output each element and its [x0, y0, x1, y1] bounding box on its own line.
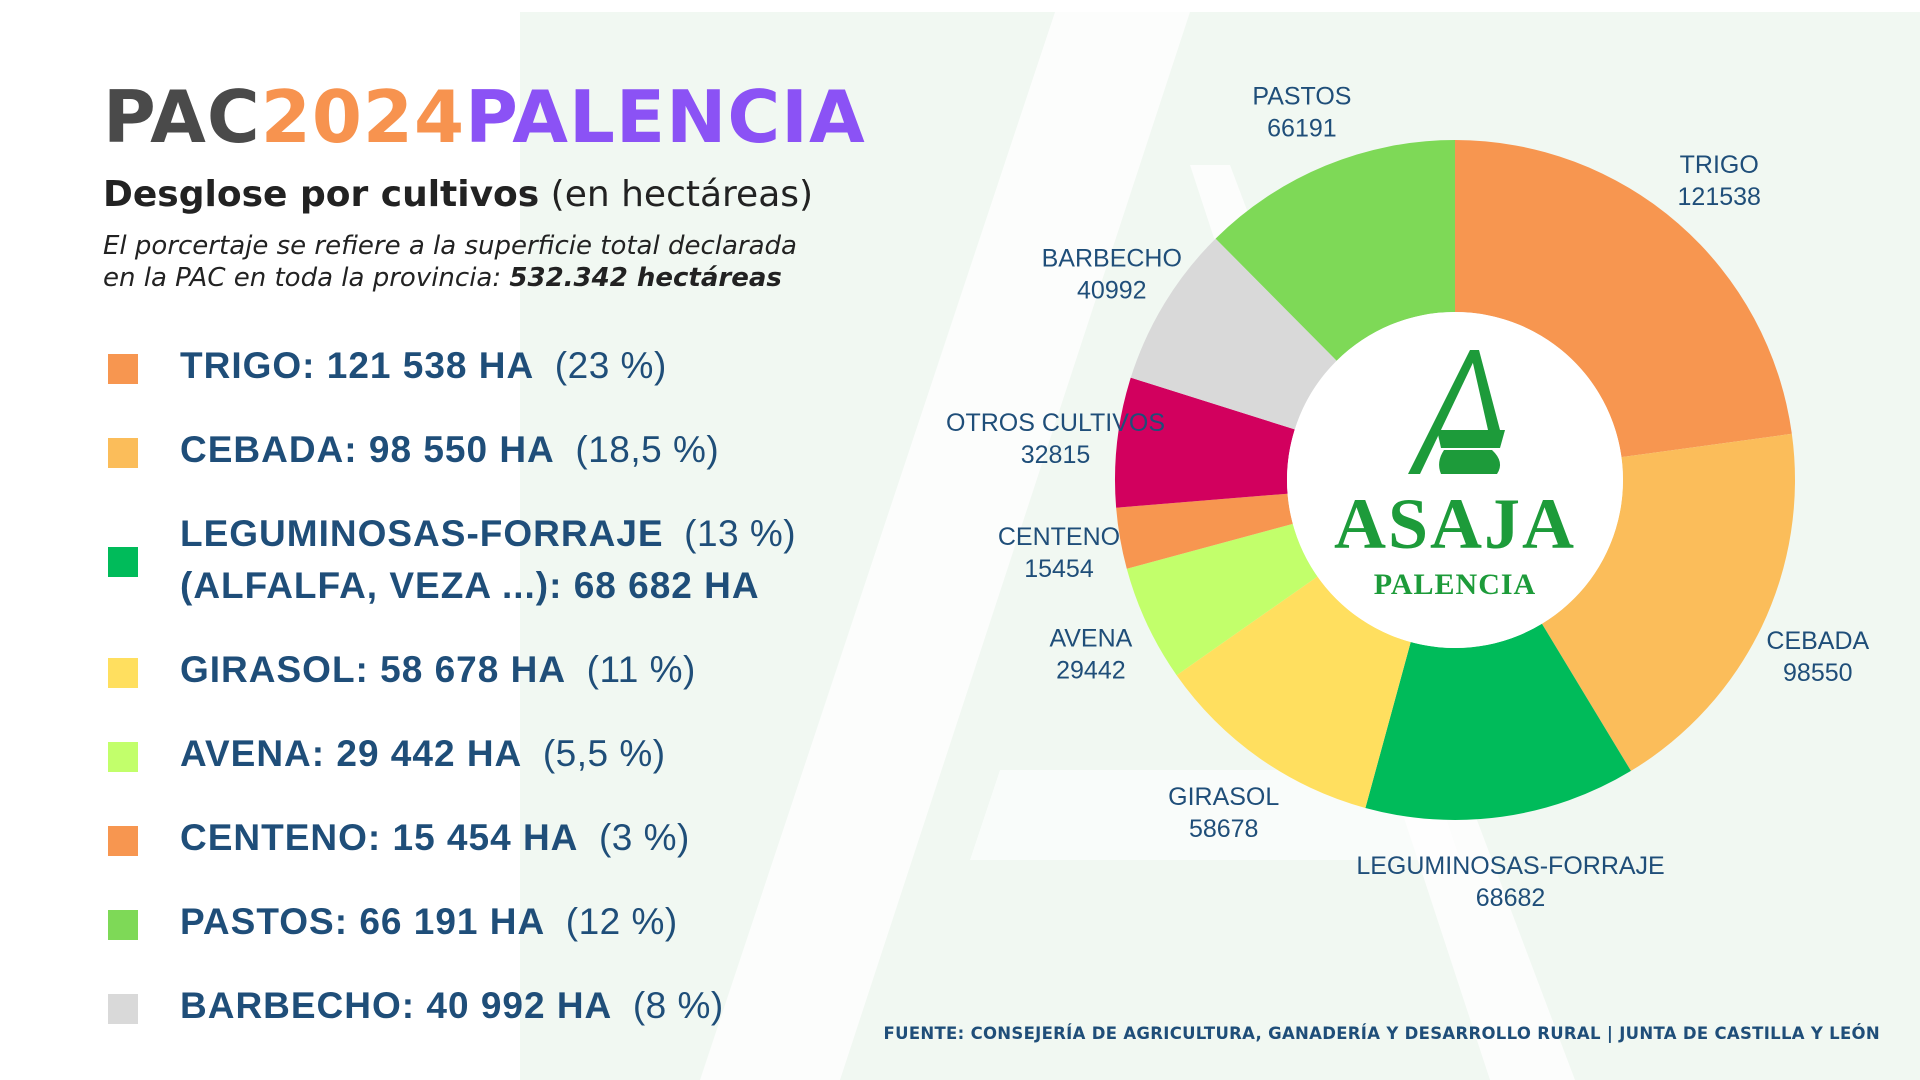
slice-value-barbecho: 40992 [1077, 276, 1147, 305]
legend-label: PASTOS: 66 191 HA [180, 901, 546, 942]
legend-label: CEBADA: 98 550 HA [180, 429, 555, 470]
legend-label: CENTENO: 15 454 HA [180, 817, 579, 858]
subtitle-units: (en hectáreas) [539, 174, 814, 215]
note-line-1: El porcertaje se refiere a la superficie total declarada [103, 231, 797, 261]
legend-label-line-2: (ALFALFA, VEZA ...): 68 682 HA [180, 565, 760, 606]
legend-label: TRIGO: 121 538 HA [180, 345, 535, 386]
slice-value-leguminosas-forraje: 68682 [1475, 884, 1546, 913]
legend-percent: (5,5 %) [542, 733, 666, 774]
slice-label-cebada: CEBADA [1766, 627, 1870, 656]
legend-label: GIRASOL: 58 678 HA [180, 649, 567, 690]
slice-label-girasol: GIRASOL [1168, 782, 1280, 811]
legend-percent: (11 %) [586, 649, 696, 690]
slice-value-girasol: 58678 [1188, 814, 1259, 843]
slice-value-avena: 29442 [1056, 656, 1126, 685]
slice-label-pastos: PASTOS [1252, 82, 1352, 111]
note-total-area: 532.342 hectáreas [509, 263, 782, 293]
slice-value-cebada: 98550 [1783, 659, 1853, 688]
source-footnote: FUENTE: CONSEJERÍA DE AGRICULTURA, GANADERÍA Y DESARROLLO RURAL | JUNTA DE CASTILLA Y LEÓN [883, 1024, 1880, 1043]
legend-percent: (23 %) [554, 345, 667, 386]
slice-label-centeno: CENTENO [997, 523, 1121, 552]
legend-label: BARBECHO: 40 992 HA [180, 985, 613, 1026]
legend-percent: (13 %) [684, 513, 797, 554]
slice-label-barbecho: BARBECHO [1041, 244, 1182, 273]
logo-name: ASAJA [1333, 484, 1577, 564]
slice-label-leguminosas-forraje: LEGUMINOSAS-FORRAJE [1356, 852, 1665, 881]
slice-value-trigo: 121538 [1677, 183, 1761, 212]
logo-region: PALENCIA [1373, 568, 1537, 601]
slice-label-avena: AVENA [1049, 624, 1133, 653]
legend-label: LEGUMINOSAS-FORRAJE [180, 513, 664, 554]
legend-label: AVENA: 29 442 HA [180, 733, 523, 774]
subtitle-bold: Desglose por cultivos [103, 174, 540, 215]
title-province: PALENCIA [465, 75, 866, 159]
note-line-2-prefix: en la PAC en toda la provincia: [103, 263, 510, 293]
legend-percent: (8 %) [632, 985, 724, 1026]
legend-percent: (12 %) [565, 901, 678, 942]
slice-label-otros-cultivos: OTROS CULTIVOS [946, 409, 1166, 438]
title-pac: PAC [103, 75, 261, 159]
slice-value-centeno: 15454 [1024, 555, 1094, 584]
slice-value-pastos: 66191 [1267, 114, 1337, 143]
title-year: 2024 [260, 75, 466, 159]
slice-value-otros-cultivos: 32815 [1020, 441, 1091, 470]
slice-label-trigo: TRIGO [1679, 151, 1759, 180]
legend-percent: (3 %) [598, 817, 690, 858]
legend-percent: (18,5 %) [575, 429, 720, 470]
